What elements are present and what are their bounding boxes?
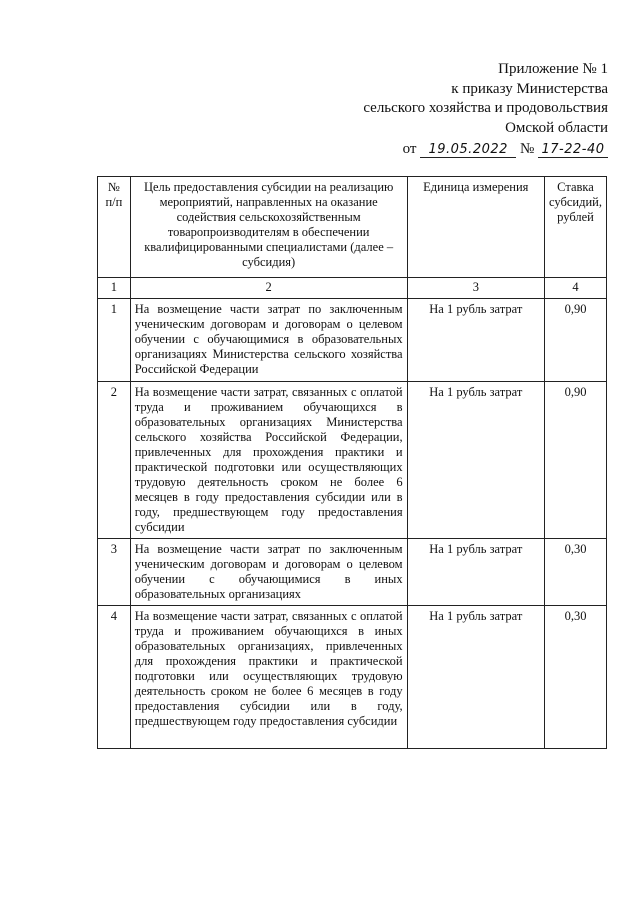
row-description: На возмещение части затрат, связанных с оплатой труда и проживанием обучающихся в образовательных организациях Министерства сельского хозяйства Российской Федерации, привлеченных для прохождения практики и практической подготовки или осуществляющих трудовую деятельность сроком не более 6 месяцев в году предоставления субсидии или в году, предшествующем году предоставления субсидии bbox=[130, 382, 407, 539]
column-index-row bbox=[98, 278, 607, 299]
row-unit: На 1 рубль затрат bbox=[407, 606, 544, 749]
table-row bbox=[98, 299, 607, 382]
row-number: 3 bbox=[98, 539, 131, 606]
row-description: На возмещение части затрат по заключенным ученическим договорам и договорам о целевом обучении с обучающимися в образовательных организациях Министерства сельского хозяйства Российской Федерации bbox=[130, 299, 407, 382]
region-name: Омской области bbox=[505, 119, 608, 136]
subsidy-rates-table bbox=[97, 176, 607, 749]
table-row bbox=[98, 382, 607, 539]
appendix-header bbox=[363, 60, 608, 160]
header-unit: Единица измерения bbox=[407, 177, 544, 278]
order-dateline bbox=[363, 140, 608, 160]
handwritten-date: 19.05.2022 bbox=[420, 142, 516, 158]
table-header-row bbox=[98, 177, 607, 278]
row-rate: 0,90 bbox=[545, 382, 607, 539]
row-description: На возмещение части затрат по заключенным ученическим договорам и договорам о целевом обучении с обучающимися в иных образовательных организациях bbox=[130, 539, 407, 606]
column-index: 3 bbox=[407, 278, 544, 299]
header-number: № п/п bbox=[98, 177, 131, 278]
number-label: № bbox=[519, 141, 535, 157]
appendix-title: Приложение № 1 bbox=[498, 61, 608, 77]
row-number: 4 bbox=[98, 606, 131, 749]
from-label: от bbox=[402, 141, 417, 157]
table-row bbox=[98, 539, 607, 606]
handwritten-number: 17-22-40 bbox=[538, 142, 608, 158]
order-reference: к приказу Министерства bbox=[451, 80, 608, 97]
header-rate: Ставка субсидий, рублей bbox=[545, 177, 607, 278]
row-rate: 0,90 bbox=[545, 299, 607, 382]
row-unit: На 1 рубль затрат bbox=[407, 539, 544, 606]
row-description: На возмещение части затрат, связанных с оплатой труда и проживанием обучающихся в иных образовательных организациях, привлеченных для прохождения практики и практической подготовки или осуществляющих трудовую деятельность сроком не более 6 месяцев в году предоставления субсидии или в году, предшествующем году предоставления субсидии bbox=[130, 606, 407, 749]
row-rate: 0,30 bbox=[545, 606, 607, 749]
ministry-name: сельского хозяйства и продовольствия bbox=[363, 100, 608, 116]
row-number: 1 bbox=[98, 299, 131, 382]
column-index: 4 bbox=[545, 278, 607, 299]
header-goal: Цель предоставления субсидии на реализацию мероприятий, направленных на оказание содействия сельскохозяйственным товаропроизводителям в обеспечении квалифицированными специалистами (далее – субсидия) bbox=[130, 177, 407, 278]
row-rate: 0,30 bbox=[545, 539, 607, 606]
row-unit: На 1 рубль затрат bbox=[407, 299, 544, 382]
row-number: 2 bbox=[98, 382, 131, 539]
table-row bbox=[98, 606, 607, 749]
column-index: 1 bbox=[98, 278, 131, 299]
row-unit: На 1 рубль затрат bbox=[407, 382, 544, 539]
column-index: 2 bbox=[130, 278, 407, 299]
